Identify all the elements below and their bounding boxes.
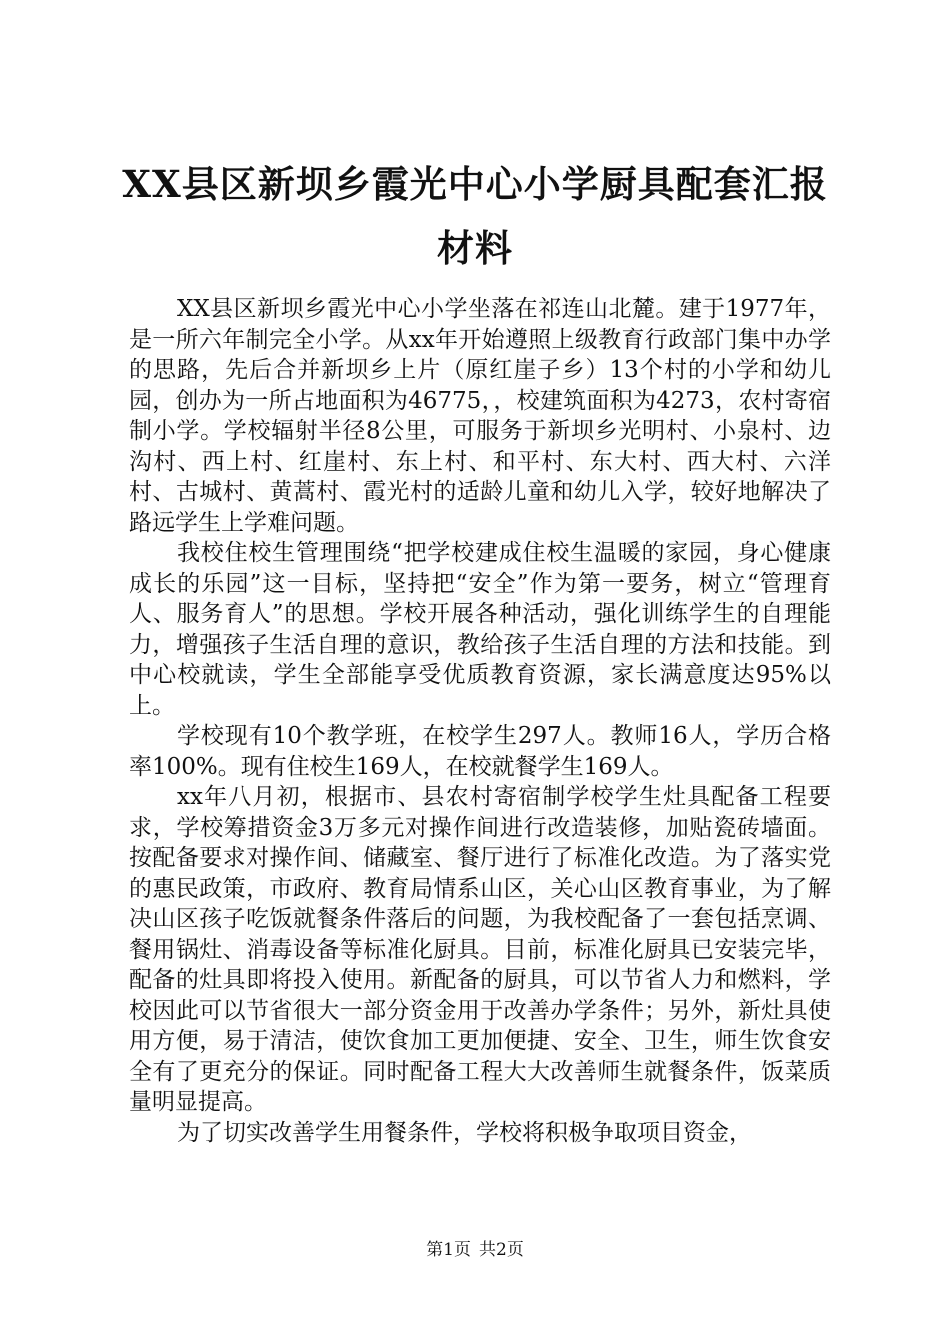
- paragraph-school-intro: XX县区新坝乡霞光中心小学坐落在祁连山北麓。建于1977年，是一所六年制完全小学。从xx年开始遵照上级教育行政部门集中办学的思路，先后合并新坝乡上片（原红崖子乡）13个村的小学和幼儿园，创办为一所占地面积为46775，，校建筑面积为4273，农村寄宿制小学。学校辐射半径8公里，可服务于新坝乡光明村、小泉村、边沟村、西上村、红崖村、东上村、和平村、东大村、西大村、六洋村、古城村、黄蒿村、霞光村的适龄儿童和幼儿入学，较好地解决了路远学生上学难问题。: [129, 296, 831, 536]
- paragraph-boarding-management: 我校住校生管理围绕“把学校建成住校生温暖的家园，身心健康成长的乐园”这一目标，坚持把“安全”作为第一要务，树立“管理育人、服务育人”的思想。学校开展各种活动，强化训练学生的自理能力，增强孩子生活自理的意识，教给孩子生活自理的方法和技能。到中心校就读，学生全部能享受优质教育资源，家长满意度达95%以上。: [129, 540, 831, 719]
- page-total: 共2页: [479, 1240, 524, 1260]
- document-body: [129, 294, 831, 1148]
- paragraph-future-plans: 为了切实改善学生用餐条件，学校将积极争取项目资金，: [177, 1119, 752, 1146]
- document-title: XX县区新坝乡霞光中心小学厨具配套汇报材料: [122, 162, 828, 270]
- page-footer: [0, 1238, 950, 1262]
- page-number: 第1页: [426, 1240, 471, 1260]
- paragraph-kitchen-equipment: xx年八月初，根据市、县农村寄宿制学校学生灶具配备工程要求，学校筹措资金3万多元对操作间进行改造装修，加贴瓷砖墙面。按配备要求对操作间、储藏室、餐厅进行了标准化改造。为了落实党的惠民政策，市政府、教育局情系山区，关心山区教育事业，为了解决山区孩子吃饭就餐条件落后的问题，为我校配备了一套包括烹调、餐用锅灶、消毒设备等标准化厨具。目前，标准化厨具已安装完毕，配备的灶具即将投入使用。新配备的厨具，可以节省人力和燃料，学校因此可以节省很大一部分资金用于改善办学条件；另外，新灶具使用方便，易于清洁，使饮食加工更加便捷、安全、卫生，师生饮食安全有了更充分的保证。同时配备工程大大改善师生就餐条件，饭菜质量明显提高。: [129, 784, 831, 1115]
- paragraph-school-statistics: 学校现有10个教学班，在校学生297人。教师16人，学历合格率100%。现有住校生169人，在校就餐学生169人。: [129, 723, 831, 780]
